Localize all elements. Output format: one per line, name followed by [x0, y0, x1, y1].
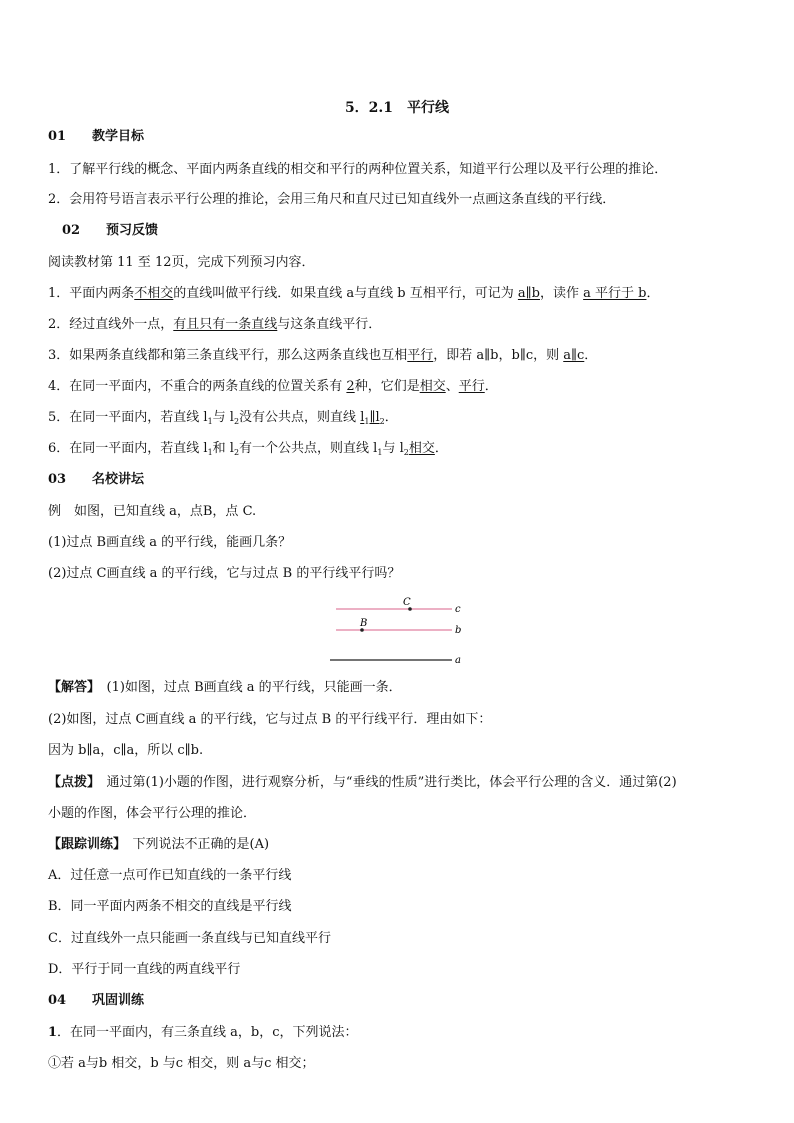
- line-c-label: c: [455, 604, 461, 615]
- track-tag: 【跟踪训练】: [48, 837, 120, 852]
- section-heading-03: 03 名校讲坛: [48, 472, 145, 487]
- answer-line-3: 因为 b∥a，c∥a，所以 c∥b.: [48, 743, 204, 758]
- blank-answer: 平行: [407, 348, 434, 363]
- option-a: A．过任意一点可作已知直线的一条平行线: [48, 868, 292, 883]
- page-title: 5．2.1 平行线: [344, 100, 450, 116]
- tip-line-1: 【点拨】 通过第(1)小题的作图，进行观察分析，与“垂线的性质”进行类比，体会平行公理的含义．通过第(2): [48, 775, 677, 790]
- preview-question-5: 5．在同一平面内，若直线 $l_1$与 $l_2$没有公共点，则直线 $l_1\parallel l_2$．: [48, 410, 398, 426]
- preview-question-1: 1．平面内两条不相交的直线叫做平行线．如果直线 a与直线 b 互相平行，可记为 a∥b，读作 a 平行于 b．: [48, 286, 660, 301]
- example-statement: 例 如图，已知直线 a，点B，点 C.: [48, 504, 257, 519]
- blank-answer: a∥c: [563, 348, 585, 363]
- example-question-1: (1)过点 B画直线 a 的平行线，能画几条？: [48, 535, 292, 550]
- section-heading-04: 04 巩固训练: [48, 993, 145, 1008]
- option-c: C．过直线外一点只能画一条直线与已知直线平行: [48, 931, 331, 946]
- preview-question-2: 2．经过直线外一点，有且只有一条直线与这条直线平行．: [48, 317, 382, 332]
- goal-item: 1．了解平行线的概念、平面内两条直线的相交和平行的两种位置关系，知道平行公理以及平行公理的推论．: [48, 162, 668, 177]
- consolidation-question-1: 1．在同一平面内，有三条直线 a，b，c，下列说法：: [48, 1025, 358, 1040]
- option-b: B．同一平面内两条不相交的直线是平行线: [48, 899, 292, 914]
- example-question-2: (2)过点 C画直线 a 的平行线，它与过点 B 的平行线平行吗？: [48, 566, 401, 581]
- blank-answer: 有且只有一条直线: [173, 317, 278, 332]
- blank-answer: 平行: [458, 379, 485, 394]
- point-c-label: C: [403, 597, 411, 608]
- tracking-exercise: 【跟踪训练】 下列说法不正确的是(A): [48, 837, 270, 852]
- blank-answer: $l_1\parallel l_2$: [360, 410, 385, 426]
- preview-question-4: 4．在同一平面内，不重合的两条直线的位置关系有 2种，它们是相交、平行．: [48, 379, 498, 394]
- parallel-lines-figure: [320, 592, 480, 672]
- blank-answer: a∥b: [517, 286, 540, 301]
- preview-question-3: 3．如果两条直线都和第三条直线平行，那么这两条直线也互相平行，即若 a∥b，b∥c，则 a∥c．: [48, 348, 598, 363]
- line-b-label: b: [455, 625, 462, 636]
- reading-intro: 阅读教材第 11 至 12页，完成下列预习内容．: [48, 255, 315, 270]
- blank-answer: 相交: [419, 379, 446, 394]
- tip-tag: 【点拨】: [48, 775, 94, 790]
- point-b-label: B: [360, 618, 368, 629]
- blank-answer: 2: [346, 379, 355, 394]
- line-a-label: a: [455, 655, 461, 666]
- answer-line-2: (2)如图，过点 C画直线 a 的平行线，它与过点 B 的平行线平行．理由如下：: [48, 712, 492, 727]
- preview-question-6: 6．在同一平面内，若直线 $l_1$和 $l_2$有一个公共点，则直线 $l_1$与 $l_2$相交．: [48, 441, 448, 457]
- goal-item: 2．会用符号语言表示平行公理的推论，会用三角尺和直尺过已知直线外一点画这条直线的平行线．: [48, 192, 616, 207]
- consolidation-statement-1: ①若 a与b 相交，b 与c 相交，则 a与c 相交；: [48, 1056, 315, 1071]
- option-d: D．平行于同一直线的两直线平行: [48, 962, 241, 977]
- blank-answer: 不相交: [134, 286, 174, 301]
- tip-line-2: 小题的作图，体会平行公理的推论．: [48, 806, 257, 821]
- blank-answer: 相交: [408, 441, 435, 456]
- section-heading-02: 02 预习反馈: [62, 223, 159, 238]
- blank-answer: a 平行于 b: [583, 286, 647, 301]
- answer-tag: 【解答】: [48, 680, 94, 695]
- section-heading-01: 01 教学目标: [48, 129, 145, 144]
- answer-line-1: 【解答】 (1)如图，过点 B画直线 a 的平行线，只能画一条．: [48, 680, 402, 695]
